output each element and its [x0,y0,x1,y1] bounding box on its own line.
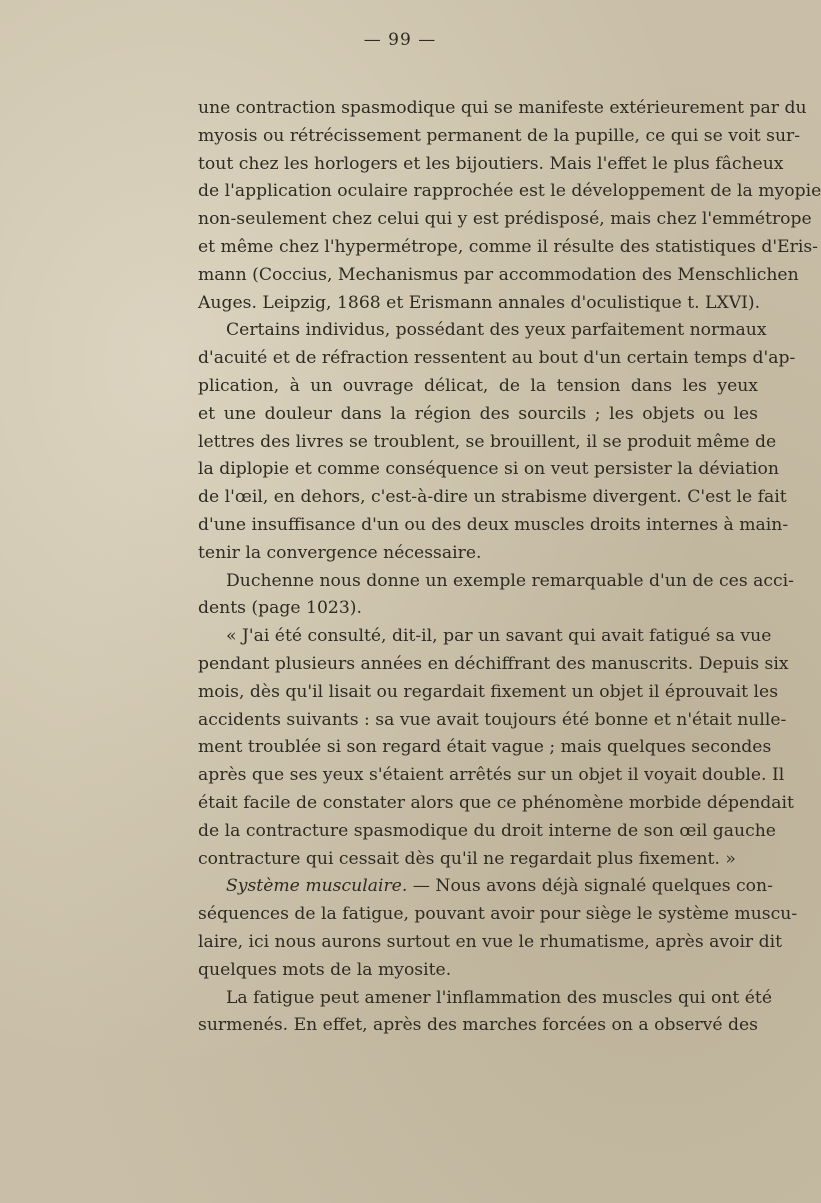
body-text [198,95,821,1040]
paragraph-2 [198,317,796,567]
text-line: accidents suivants : sa vue avait toujours été bonne et n'était nulle- [198,709,787,730]
text-line: après que ses yeux s'étaient arrêtés sur un objet il voyait double. Il [198,765,785,786]
paragraph-1 [198,95,821,317]
paragraph-6 [198,985,773,1041]
text-line: mois, dès qu'il lisait ou regardait fixement un objet il éprouvait les [198,681,779,702]
text-run: — Nous avons déjà signalé quelques con- [407,876,773,897]
text-line: était facile de constater alors que ce phénomène morbide dépendait [198,792,794,813]
text-line: séquences de la fatigue, pouvant avoir pour siège le système muscu- [198,904,798,925]
section-heading: Système musculaire. [226,876,408,897]
text-line: de la contracture spasmodique du droit interne de son œil gauche [198,820,776,841]
text-line: Duchenne nous donne un exemple remarquable d'un de ces acci- [226,570,794,591]
section-paragraph [198,873,798,984]
paragraph-3 [198,568,794,624]
text-line: La fatigue peut amener l'inflammation des muscles qui ont été [226,987,773,1008]
text-line: myosis ou rétrécissement permanent de la pupille, ce qui se voit sur- [198,125,801,146]
text-line: surmenés. En effet, après des marches forcées on a observé des [198,1015,758,1036]
text-line: mann (Coccius, Mechanismus par accommodation des Menschlichen [198,264,799,285]
text-line: non-seulement chez celui qui y est prédisposé, mais chez l'emmétrope [198,209,812,230]
text-line: ment troublée si son regard était vague ; mais quelques secondes [198,737,772,758]
text-line: et une douleur dans la région des sourcils ; les objets ou les [198,403,758,424]
text-line: « J'ai été consulté, dit-il, par un savant qui avait fatigué sa vue [226,626,772,647]
text-line: lettres des livres se troublent, se brouillent, il se produit même de [198,431,777,452]
text-line: de l'application oculaire rapprochée est le développement de la myopie [198,181,821,202]
text-line: d'acuité et de réfraction ressentent au bout d'un certain temps d'ap- [198,348,796,369]
text-line: Certains individus, possédant des yeux parfaitement normaux [226,320,767,341]
text-line: et même chez l'hypermétrope, comme il résulte des statistiques d'Eris- [198,236,818,257]
text-line: une contraction spasmodique qui se manifeste extérieurement par du [198,98,807,118]
text-line: contracture qui cessait dès qu'il ne regardait plus fixement. » [198,848,736,869]
text-line: pendant plusieurs années en déchiffrant des manuscrits. Depuis six [198,653,789,674]
quotation-paragraph [198,623,794,873]
text-line: laire, ici nous aurons surtout en vue le rhumatisme, après avoir dit [198,931,783,952]
text-line: Auges. Leipzig, 1868 et Erismann annales d'oculistique t. LXVI). [198,292,761,313]
text-line: d'une insuffisance d'un ou des deux muscles droits internes à main- [198,514,789,535]
text-line: tenir la convergence nécessaire. [198,542,482,563]
text-line: de l'œil, en dehors, c'est-à-dire un strabisme divergent. C'est le fait [198,487,787,508]
text-line: dents (page 1023). [198,598,362,619]
text-line: quelques mots de la myosite. [198,959,452,980]
page-number: — 99 — [363,30,437,50]
text-line: plication, à un ouvrage délicat, de la tension dans les yeux [198,375,758,396]
text-line: la diplopie et comme conséquence si on veut persister la déviation [198,459,779,480]
text-line [198,873,773,901]
text-line: tout chez les horlogers et les bijoutiers. Mais l'effet le plus fâcheux [198,153,784,174]
